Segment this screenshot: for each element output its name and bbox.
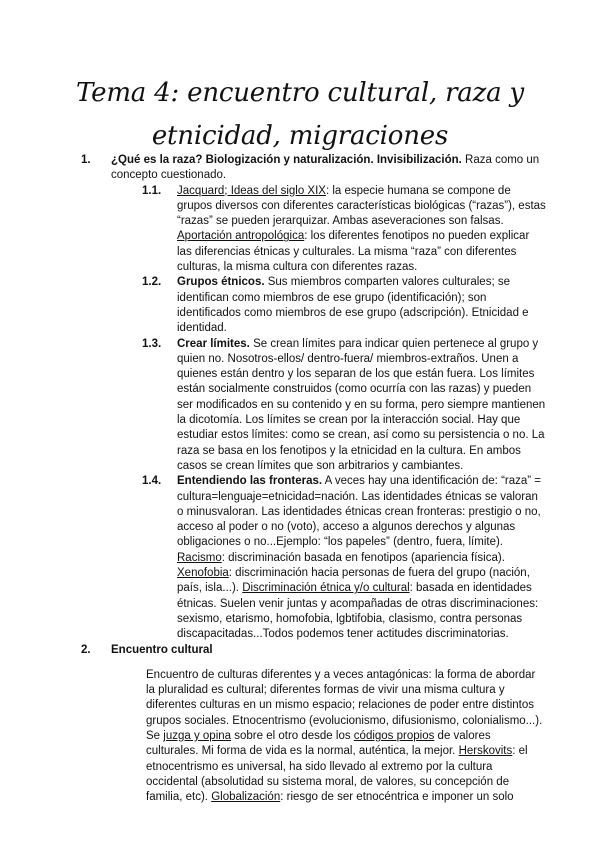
section-2-text-4: : el etnocentrismo es universal, ha sido llevado al extremo por la cultura occidental (absolutidad su sistema moral, de valores, su concepción de familia, etc). <box>146 745 528 804</box>
title-line-1: Tema 4: encuentro cultural, raza y <box>76 78 524 108</box>
section-2-text: Encuentro de culturas diferentes y a veces antagónicas: la forma de abordar la pluralidad es cultural; diferentes formas de vivir una misma cultura y diferentes culturas en un mismo espacio; relaciones de poder entre distintos grupos sociales. Etnocentrismo (evolucionismo, difusionismo, colonialismo...). Se <box>146 668 543 742</box>
subsection-1-3-number: 1.3. <box>142 337 162 350</box>
subsection-1-2-text: Sus miembros comparten valores culturales; se identifican como miembros de ese grupo (identificación); son identificados como miembros de ese grupo (adscripción). Etnicidad e identidad. <box>177 276 529 335</box>
section-2-text-5: : riesgo de ser etnocéntrica e imponer un solo <box>280 791 514 804</box>
subsection-1-1-text-2: : los diferentes fenotipos no pueden explicar las diferencias étnicas y culturales. La misma “raza” con diferentes culturas, la misma cultura con diferentes razas. <box>177 230 530 274</box>
link-jacquard: Jacquard; Ideas del siglo XIX <box>177 184 326 197</box>
subsection-1-4-text: A veces hay una identificación de: “raza” = cultura=lenguaje=etnicidad=nación. Las identidades étnicas se valoran o minusvaloran. Las identidades étnicas crean fronteras: prestigio o no, acceso al poder o no (voto), acceso a algunos derechos y algunas obligaciones o no...Ejemplo: “los papeles” (dentro, fuera, límite). <box>177 475 542 549</box>
subsection-1-2-number: 1.2. <box>142 276 162 289</box>
section-1-intro: Raza como un concepto cuestionado. <box>111 154 540 182</box>
term-racismo: Racismo <box>177 551 222 564</box>
term-herskovits: Herskovits <box>458 745 513 758</box>
subsection-1-1 <box>142 184 546 276</box>
section-2-text-2: sobre el otro desde los <box>231 729 354 742</box>
section-2-number: 2. <box>81 643 91 656</box>
outline-list <box>76 153 546 805</box>
section-2-paragraph <box>146 668 546 806</box>
subsection-1-4 <box>142 474 546 642</box>
section-2-text-3: de valores culturales. Mi forma de vida es la normal, auténtica, la mejor. <box>146 729 491 758</box>
subsection-1-3-text: Se crean límites para indicar quien pertenece al grupo y quien no. Nosotros-ellos/ dentro-fuera/ miembros-extraños. Unen a quienes están dentro y los separan de los que están fuera. Los límites están socialmente construidos (como ocurría con las razas) y pueden ser modificados en su contenido y en su forma, pero siempre mantienen la dicotomía. Los límites se crean por la interacción social. Hay que estudiar estos límites: como se crean, así como su persistencia o no. La raza se basa en los fenotipos y la etnicidad en la cultura. En ambos casos se crean límites que son arbitrarios y cambiantes. <box>177 337 546 472</box>
term-discriminacion: Discriminación étnica y/o cultural <box>242 582 410 595</box>
title-line-2: etnicidad, migraciones <box>151 121 449 151</box>
section-2-heading: Encuentro cultural <box>111 643 213 656</box>
subsection-1-2 <box>142 275 546 336</box>
subsection-1-4-number: 1.4. <box>142 475 162 488</box>
subsection-1-3-heading: Crear límites. <box>177 337 250 350</box>
section-1-number: 1. <box>81 154 91 166</box>
section-2 <box>76 643 546 806</box>
link-aportacion: Aportación antropológica <box>177 230 305 243</box>
term-xenofobia: Xenofobia <box>177 567 229 580</box>
subsection-1-4-text-4: : basada en identidades étnicas. Suelen venir juntas y acompañadas de otras discriminaciones: sexismo, etarismo, homofobia, lgbtifobia, clasismo, contra personas discapacitadas...Todos podemos tener actitudes discriminatorias. <box>177 582 539 641</box>
subsection-1-3 <box>142 337 546 475</box>
subsection-1-4-heading: Entendiendo las fronteras. <box>177 475 323 488</box>
term-globalizacion: Globalización <box>211 791 281 804</box>
subsection-1-4-text-3: : discriminación hacia personas de fuera del grupo (nación, país, isla...). <box>177 567 530 595</box>
section-1 <box>76 153 546 643</box>
page-title <box>60 72 540 158</box>
subsection-1-1-number: 1.1. <box>142 184 162 197</box>
term-juzga: juzga y opina <box>163 729 232 742</box>
subsection-1-1-text: : la especie humana se compone de grupos diversos con diferentes características biológicas (“razas”), estas “razas” se pueden jerarquizar. Ambas aseveraciones son falsas. <box>177 184 546 228</box>
section-1-heading: ¿Qué es la raza? Biologización y naturalización. Invisibilización. <box>111 154 462 166</box>
subsection-1-4-text-2: : discriminación basada en fenotipos (apariencia física). <box>221 551 505 564</box>
term-codigos: códigos propios <box>353 729 435 742</box>
subsection-1-2-heading: Grupos étnicos. <box>177 276 265 289</box>
